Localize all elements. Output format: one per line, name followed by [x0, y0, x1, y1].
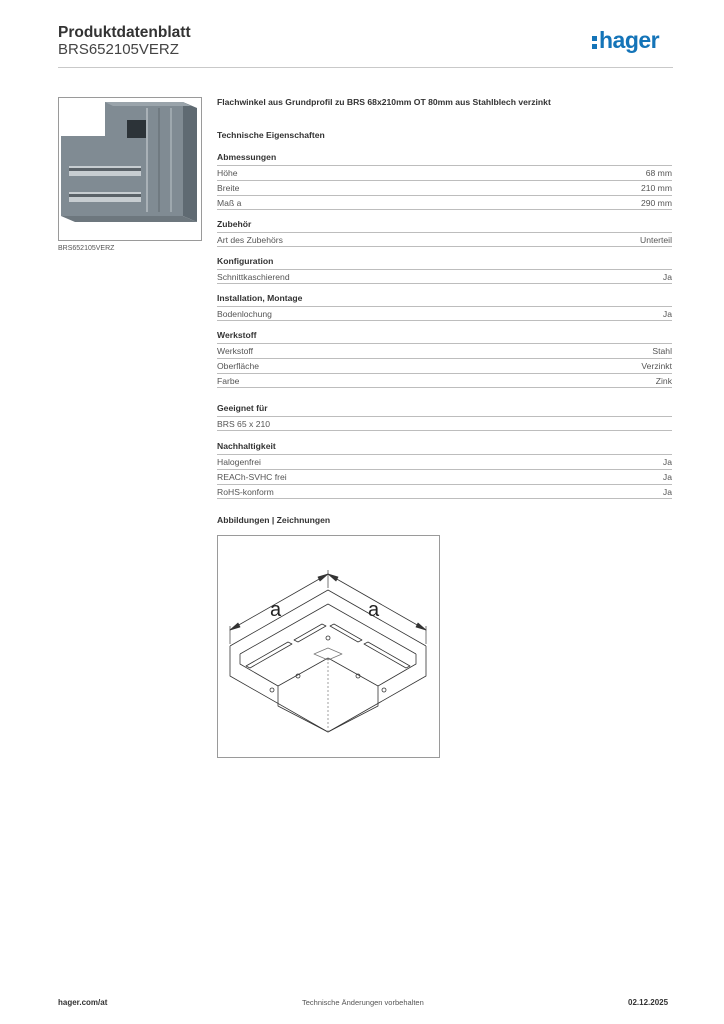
property-row	[217, 195, 672, 210]
property-label: Breite	[217, 183, 240, 193]
section-accessory	[217, 219, 672, 247]
property-row	[217, 306, 672, 321]
product-photo	[58, 97, 202, 241]
section-title: Abmessungen	[217, 152, 277, 162]
section-sustainability	[217, 441, 672, 499]
property-value: 68 mm	[645, 168, 672, 178]
footer-date: 02.12.2025	[628, 998, 669, 1007]
product-photo-caption: BRS652105VERZ	[58, 245, 115, 252]
property-row	[217, 180, 672, 195]
footer-notice: Technische Änderungen vorbehalten	[302, 998, 424, 1007]
property-row	[217, 469, 672, 484]
property-label: Bodenlochung	[217, 309, 272, 319]
technical-drawing-svg	[218, 536, 439, 757]
property-label: Schnittkaschierend	[217, 272, 290, 282]
property-label: Werkstoff	[217, 346, 253, 356]
property-row	[217, 454, 672, 469]
header-title: Produktdatenblatt	[58, 24, 191, 41]
section-title: Geeignet für	[217, 403, 268, 413]
hager-logo	[592, 29, 659, 52]
section-title: Nachhaltigkeit	[217, 441, 276, 451]
section-suitable-for	[217, 403, 672, 431]
logo-wordmark: hager	[599, 27, 660, 53]
technical-drawing	[217, 535, 440, 758]
dimension-label-right: a	[368, 599, 380, 621]
property-value: Ja	[662, 272, 672, 282]
section-material	[217, 330, 672, 388]
section-title: Zubehör	[217, 219, 252, 229]
section-title: Installation, Montage	[217, 293, 303, 303]
product-photo-render	[59, 98, 202, 241]
property-value: Ja	[662, 457, 672, 467]
section-configuration	[217, 256, 672, 284]
property-value: Ja	[662, 472, 672, 482]
properties-heading: Technische Eigenschaften	[217, 130, 325, 140]
header-product-code: BRS652105VERZ	[58, 41, 179, 58]
property-label: Art des Zubehörs	[217, 235, 283, 245]
property-value: 210 mm	[640, 183, 672, 193]
product-description: Flachwinkel aus Grundprofil zu BRS 68x210mm OT 80mm aus Stahlblech verzinkt	[217, 97, 551, 107]
main-content	[217, 97, 672, 758]
section-installation	[217, 293, 672, 321]
property-label: BRS 65 x 210	[217, 419, 271, 429]
property-value: Unterteil	[640, 235, 672, 245]
property-value: Stahl	[652, 346, 672, 356]
dimension-label-left: a	[270, 599, 282, 621]
property-row	[217, 358, 672, 373]
section-dimensions	[217, 152, 672, 210]
property-value: Verzinkt	[641, 361, 672, 371]
property-value: 290 mm	[640, 198, 672, 208]
property-row	[217, 232, 672, 247]
property-label: REACh-SVHC frei	[217, 472, 287, 482]
header-divider	[58, 67, 673, 68]
property-row	[217, 343, 672, 358]
footer-website: hager.com/at	[58, 998, 108, 1007]
property-row	[217, 373, 672, 388]
property-row	[217, 165, 672, 180]
property-value: Ja	[662, 487, 672, 497]
property-label: Farbe	[217, 376, 240, 386]
property-label: Höhe	[217, 168, 238, 178]
property-row	[217, 416, 672, 431]
property-label: RoHS-konform	[217, 487, 274, 497]
drawings-title: Abbildungen | Zeichnungen	[217, 515, 331, 525]
property-label: Halogenfrei	[217, 457, 261, 467]
property-label: Maß a	[217, 198, 242, 208]
property-label: Oberfläche	[217, 361, 260, 371]
property-value: Zink	[655, 376, 672, 386]
property-row	[217, 484, 672, 499]
section-title: Werkstoff	[217, 330, 257, 340]
property-row	[217, 269, 672, 284]
property-value: Ja	[662, 309, 672, 319]
section-title: Konfiguration	[217, 256, 274, 266]
logo-colon-mark	[592, 33, 597, 49]
